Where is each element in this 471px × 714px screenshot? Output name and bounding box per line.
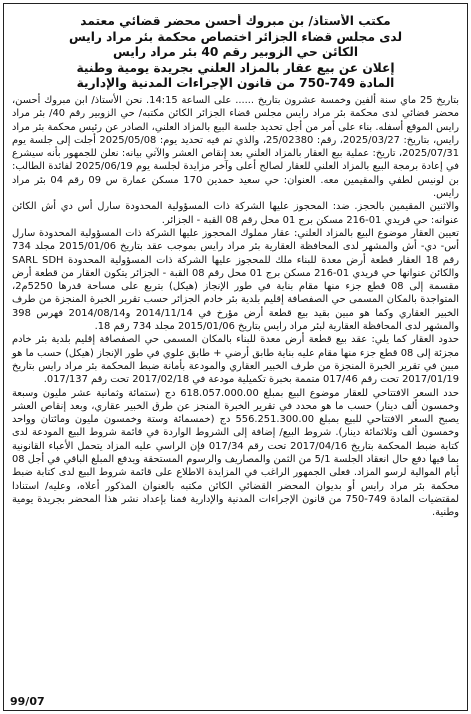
notice-code: 99/07 xyxy=(10,695,45,708)
heading-line-office: مكتب الأستاذ/ بن مبروك أحسن محضر قضائي معتمد xyxy=(80,14,391,28)
legal-notice-box xyxy=(3,3,468,711)
paragraph-price-terms: حدد السعر الافتتاحي للعقار موضوع البيع بمبلغ 618.057.000.00 دج (ستمائة وثمانية عشر مليون وسبعة وخمسون ألف دينار) حسب ما هو محدد في تقرير الخبرة المنجز عن طرق الخبير عقاري، وبعد إنقاص العشر يصبح السعر الافتتاحي للبيع بمبلغ 556.251.300.00 دج (خمسمائة وستة وخمسون مليون ومائتان وواحد وخمسون ألف وثلاثمائة دينار). شروط البيع/ إضافة إلى الشروط الواردة في قائمة شروط البيع المودعة لدى كتابة ضبط المحكمة بتاريخ 2017/04/16 تحت رقم 017/34 فإن الراسي عليه المزاد يتحمل الأعباء القانونية بما فيها دفع حال انعقاد الجلسة 5/1 من الثمن والمصاريف والرسوم المستحقة ويدفع المبلغ الباقي في أجل 08 أيام الموالية لرسو المزاد. فعلى الجمهور الراغب في المزايدة الاطلاع على قائمة شروط البيع لدى كتابة ضبط محكمة بئر مراد رايس أو بديوان المحضر القضائي الكائن مكتبه بالعنوان المذكور أعلاه، وعليه/ استنادا لمقتضيات المادة 749-750 من قانون الإجراءات المدنية والإدارية فمنا بإعداد نشر هذا المحضر بجريدة يومية وطنية. xyxy=(12,387,459,519)
paragraph-against: والاثنين المقيمين بالحجز. ضد: المحجوز عليها الشركة ذات المسؤولية المحدودة سارل أس دي أش الكائن عنوانه: حي قريدي 01-216 مسكن برج 01 محل رقم 08 القبة - الجزائر. xyxy=(12,201,459,226)
paragraph-boundaries: حدود العقار كما يلي: عقد بيع قطعة أرض معدة للبناء بالمكان المسمى حي الصفصافة إقليم بلدية بئر خادم مجزئة إلى 08 قطع جزء منها مقام عليه بناية طابق أرضي + طابق علوي في طور الإنجاز (هيكل) حسب ما هو مبين في تقرير الخبرة المنجزة من طرف الخبير العقاري والمودعة بأمانة ضبط المحكمة بئر مراد رايس بتاريخ 2017/01/19 تحت رقم 017/46 متممة بخبرة تكميلية مودعة في 2017/02/18 تحت رقم 017/137. xyxy=(12,334,459,386)
notice-body xyxy=(12,94,459,520)
heading-line-legal-article: المادة 749-750 من قانون الإجراءات المدنية والإدارية xyxy=(76,76,395,91)
paragraph-property: تعيين العقار موضوع البيع بالمزاد العلني: عقار مملوك المحجوز عليها الشركة ذات المسؤولية المحدودة سارل أس- دي- أش والمشهر لدى المحافظة العقارية بئر مراد رايس بموجب عقد بتاريخ 2015/01/06 مجلد 734 رقم 18 العقار قطعة أرض معدة للبناء ملك للمحجوز عليها الشركة ذات المسؤولية المحدودة SARL SDH والكائن عنوانها حي قريدي 01-216 مسكن برج 01 محل رقم 08 القبة - الجزائر يتكون العقار من قطعة أرض مقسمة إلى 08 قطع جزء منها مقام بناية في طور الإنجاز (هيكل) بتربع على مساحة قدرها 5250م2، المتواجدة بالمكان المسمى حي الصفصافة إقليم بلدية بئر خادم الجزائر حسب تقرير الخبرة المنجزة من طرف الخبير العقاري وكما هو مبين بقيد بيع قطعة أرض مؤرخ في 2014/11/14 و2014/08/14 فهرس 398 والمشهر لدى المحافظة العقارية لبئر مراد رايس بتاريخ 2015/01/06 مجلد 734 رقم 18. xyxy=(12,227,459,333)
paragraph-session: بتاريخ 25 ماي سنة ألفين وخمسة عشرون بتاريخ ...... على الساعة 14:15. نحن الأستاذ/ ابن مبروك أحسن، محضر قضائي لدى محكمة بئر مراد رايس مجلس قضاء الجزائر الكائن مكتبه/ حي الزوبير رقم 40/ بئر مراد رايس الموقع أسفله. بناء على أمر من أجل تحديد جلسة البيع بالمزاد العلني، الصادر عن رئيس محكمة بئر مراد رايس، بتاريخ: 2025/03/27، رقم: 25/02380، والذي تم فيه تحديد يوم: 2025/05/08 أجلت إلى جلسة يوم 2025/07/31، تاريخ: عملية بيع العقار بالمزاد العلني بعد إنقاص العشر والآتي بيانه: نعلن للجمهور بأنه سيشرع في إعادة برمجة البيع بالمزاد العلني للعقار لصالح أعلى وآخر مزايدة لجلسة يوم 2025/06/19 لفائدة الطالب: بن لونيس لطفي والمقيمين معه. العنوان: حي سعيد حمدين 170 مسكن عمارة س 09 رقم 04 بئر مراد رايس. xyxy=(12,94,460,200)
notice-heading xyxy=(14,14,457,92)
heading-line-announcement: إعلان عن بيع عقار بالمزاد العلني بجريدة يومية وطنية xyxy=(76,60,395,75)
heading-line-address: الكائن حي الزوبير رقم 40 بئر مراد رايس xyxy=(112,45,359,60)
heading-line-court: لدى مجلس قضاء الجزائر اختصاص محكمة بئر مراد رايس xyxy=(68,29,403,44)
